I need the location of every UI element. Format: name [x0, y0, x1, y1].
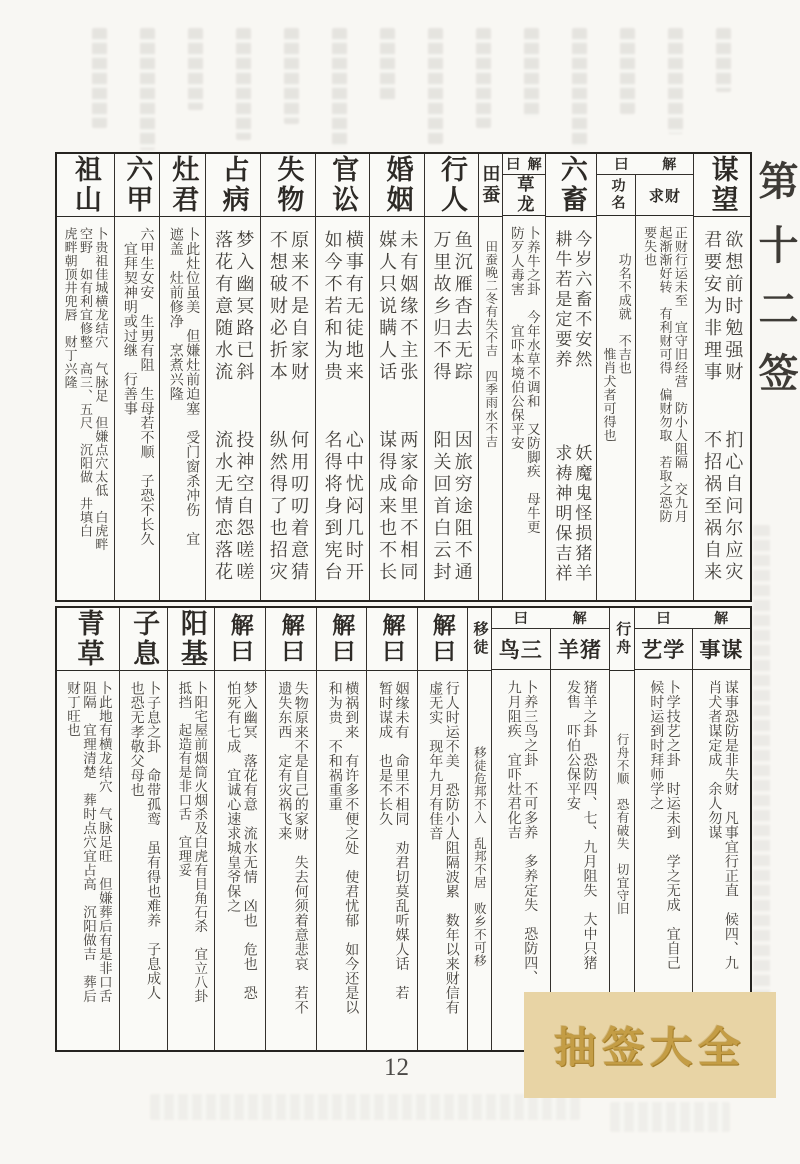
text-run [166, 227, 199, 546]
vertical-text-line: 惟肖犬者可得也 [601, 226, 617, 442]
vertical-text-line: 卜养牛之卦 今年水草不调和 又防脚疾 母牛更 [524, 226, 540, 534]
column-header-liuchu: 六畜 [546, 154, 596, 217]
vertical-text-line: 不想破财必折本 [267, 230, 288, 384]
column-header-zixi: 子息 [120, 608, 167, 671]
vertical-text-line: 纵然得了也招灾 [267, 430, 288, 584]
column-body-hunyin [370, 217, 423, 600]
column-header-xueyi [635, 629, 692, 670]
header-char: 鸟 [498, 638, 521, 662]
column-body-jie-zhanbing [215, 671, 265, 1050]
column-header-mouwang: 谋望 [694, 154, 750, 217]
column-body-caolong [503, 216, 546, 600]
header-char: 求 [648, 188, 665, 205]
column-header-tiancan: 田蚕 [479, 154, 501, 217]
vertical-text-line: 落花有意随水流 [213, 230, 234, 384]
vertical-text-line: 两家命里不相同 [398, 430, 419, 584]
vertical-text-line: 起渐渐好转 有利财可得 偏财勿取 若取之恐防 [657, 226, 673, 523]
vertical-text-line: 耕牛若是定要养 [552, 230, 572, 370]
header-char: 猪 [579, 638, 602, 662]
jieyue-band-header [597, 154, 693, 175]
vertical-text-line: 卜此地有横龙结穴 气脉足旺 但嫌葬后有是非口舌 [96, 681, 112, 1003]
text-run [508, 226, 540, 534]
column-group [316, 608, 366, 1050]
vertical-text-line: 未有姻缘不主张 [398, 230, 419, 384]
table-section-upper [55, 152, 752, 602]
text-run [472, 681, 487, 967]
vertical-text-line: 求祷神明保吉祥 [552, 444, 572, 584]
text-run [376, 430, 418, 584]
text-run [601, 226, 632, 442]
column-header-jie-shiwu: 解曰 [266, 608, 316, 671]
bleed-through-right-margin [753, 525, 770, 1005]
vertical-text-line: 候时运到时拜师学之 [648, 680, 664, 811]
column-header-moushi [693, 629, 750, 670]
vertical-text-line: 欲想前时勉强财 [723, 230, 744, 384]
column-body-gongming [597, 216, 635, 600]
vertical-text-line: 田蚕晚二冬有失不吉 四季雨水不吉 [483, 227, 498, 448]
vertical-text-line: 不招祸至祸自来 [702, 430, 723, 584]
band-char: 解 [714, 612, 729, 627]
band-char: 曰 [656, 612, 671, 627]
vertical-text-line: 宜拜契神明或过继 行善事 [121, 227, 137, 416]
column-xingren [425, 154, 478, 600]
column-group [214, 608, 265, 1050]
bleed-through-column [284, 28, 299, 124]
column-liujia [115, 154, 160, 600]
column-group [114, 154, 160, 600]
vertical-text-line: 肖犬者谋定成 余人勿谋 [706, 680, 722, 840]
vertical-text-line: 空野 如有利宜修整 高三、五尺 沉阳做 井填白 [77, 227, 93, 538]
band-char: 解 [527, 158, 542, 173]
vertical-text-line: 因旅穷途阻不通 [452, 430, 473, 584]
bleed-through-column [716, 28, 731, 92]
vertical-text-line: 正财行运未至 宜守旧经营 防小人阻隔 交九月 [672, 226, 688, 523]
column-xingzhou [610, 608, 634, 1050]
column-header-liujia: 六甲 [115, 154, 160, 217]
column-qingcao [57, 608, 119, 1050]
bleed-through-column [332, 28, 347, 148]
vertical-text-line: 媒人只说瞒人话 [377, 230, 398, 384]
band-char: 解 [662, 158, 677, 173]
vertical-text-line: 行舟不顺 恐有破失 切宜守旧 [615, 681, 630, 915]
column-header-xingzhou: 行舟 [610, 608, 634, 671]
column-header-guansong: 官讼 [316, 154, 370, 217]
header-char: 谋 [721, 638, 744, 662]
column-header-yangji: 阳基 [168, 608, 214, 671]
text-run [563, 680, 596, 970]
vertical-text-line: 抵挡 起造有是非口舌 宜理妥 [176, 681, 192, 877]
vertical-text-line: 卜此灶位虽美 但嫌灶前迫塞 受门窗杀冲伤 宜 [184, 227, 200, 546]
vertical-text-line: 谋得成来也不长 [377, 430, 398, 584]
sign-number-title: 第十二签 [753, 160, 798, 416]
column-mouwang [694, 154, 750, 600]
column-body-liuchu [546, 217, 596, 600]
vertical-text-line: 防歹人毒害 宜吓本境伯公保平安 [508, 226, 524, 450]
column-group [366, 608, 417, 1050]
vertical-text-line: 失物原来不是自己的家财 失去何须着意悲哀 若不 [292, 681, 308, 1015]
column-xueyi [635, 629, 692, 1050]
vertical-text-line: 名得将身到宪台 [322, 430, 343, 584]
column-group [609, 608, 634, 1050]
text-run [120, 227, 153, 546]
column-header-zushan: 祖山 [57, 154, 114, 217]
column-group [596, 154, 693, 600]
bleed-through-column [140, 28, 155, 150]
column-gongming [597, 175, 635, 600]
column-header-jie-hunyin: 解曰 [367, 608, 417, 671]
column-header-gongming: 功名 [597, 175, 635, 216]
vertical-text-line: 怕死有七成 宜诚心速求城皇爷保之 [225, 681, 241, 913]
vertical-text-line: 九月阻疾 宜吓灶君化吉 [505, 680, 521, 840]
column-group [634, 608, 750, 1050]
vertical-text-line: 六甲生女安 生男有阻 生母若不顺 子恐不长久 [138, 227, 154, 546]
vertical-text-line: 和为贵 不和祸重重 [326, 681, 342, 812]
column-body-guansong [316, 217, 370, 600]
vertical-text-line: 卜子息之卦 命带孤鸾 虽有得也难养 子息成人 [145, 681, 161, 1000]
vertical-text-line: 原来不是自家财 [289, 230, 310, 384]
vertical-text-line: 猪羊之卦 恐防四、七、九月阻失 大中只猪 [581, 680, 597, 970]
column-group [467, 608, 491, 1050]
column-yangji [168, 608, 214, 1050]
vertical-text-line: 扪心自问尔应灾 [723, 430, 744, 584]
header-char: 学 [663, 638, 686, 662]
column-group [693, 154, 750, 600]
vertical-text-line: 阻隔 宜理清楚 葬时点穴宜占高 沉阳做吉 葬后 [80, 681, 96, 1003]
text-run [426, 681, 459, 1015]
text-run [430, 230, 472, 384]
vertical-text-line: 横祸到来 有许多不便之处 使君忧郁 如今还是以 [343, 681, 359, 1015]
vertical-text-line: 卜贵祖佳城横龙结穴 气脉足 但嫌点穴太低 白虎畔 [93, 227, 109, 551]
column-body-jie-shiwu [266, 671, 316, 1050]
column-body-zushan [57, 217, 114, 600]
text-run [430, 430, 472, 584]
text-run [62, 227, 108, 551]
header-char: 三 [520, 638, 543, 662]
column-zaojun [160, 154, 205, 600]
vertical-text-line: 遗失东西 定有灾祸飞来 [276, 681, 292, 841]
band-char: 曰 [513, 612, 528, 627]
bleed-through-column [524, 28, 539, 118]
text-run [267, 430, 309, 584]
text-run [212, 430, 254, 584]
text-run [551, 444, 591, 584]
header-char: 事 [699, 638, 722, 662]
column-header-caiqiu [636, 175, 693, 216]
column-group [205, 154, 260, 600]
column-zushan [57, 154, 114, 600]
vertical-text-line: 虎畔朝顶井兜唇 财丁兴隆 [62, 227, 78, 389]
column-header-yitu: 移徒 [468, 608, 491, 671]
text-run [175, 681, 207, 1003]
column-group [417, 608, 467, 1050]
bleed-through-bottom-2 [610, 1102, 730, 1132]
vertical-text-line: 万里故乡归不得 [431, 230, 452, 384]
bleed-through-column [236, 28, 251, 140]
column-moushi [692, 629, 750, 1050]
text-run [267, 230, 309, 384]
text-run [705, 680, 738, 970]
column-caolong [503, 175, 546, 600]
column-group [265, 608, 316, 1050]
vertical-text-line: 投神空自怨嗟嗟 [234, 430, 255, 584]
column-header-zhuyang [551, 629, 609, 670]
watermark-text: 抽签大全 [553, 1026, 746, 1072]
jieyue-band-header [503, 154, 546, 175]
vertical-text-line: 何用叨叨着意猜 [289, 430, 310, 584]
vertical-text-line: 谋事恐防是非失财 凡事宜行正直 候四、九 [722, 680, 738, 970]
vertical-text-line: 梦入幽冥路已斜 [234, 230, 255, 384]
vertical-text-line: 流水无情恋落花 [213, 430, 234, 584]
column-body-caiqiu [636, 216, 693, 600]
vertical-text-line: 发售 吓伯公保平安 [564, 680, 580, 811]
bleed-through-column [668, 28, 683, 134]
column-body-zixi [120, 671, 167, 1050]
column-jie-zhanbing [215, 608, 265, 1050]
vertical-text-line: 姻缘未有 命里不相同 劝君切莫乱听媒人话 若 [393, 681, 409, 1000]
column-group [315, 154, 370, 600]
text-run [321, 430, 363, 584]
vertical-text-line: 功名不成就 不吉也 [616, 226, 632, 375]
text-run [224, 681, 257, 1000]
column-zixi [120, 608, 167, 1050]
bleed-through-column [428, 28, 443, 144]
vertical-text-line: 暂时谋成 也是不长久 [376, 681, 392, 826]
column-body-jie-guansong [317, 671, 366, 1050]
header-char: 财 [664, 188, 681, 205]
column-body-yitu [468, 671, 491, 1050]
vertical-text-line: 君要安为非理事 [702, 230, 723, 384]
text-run [275, 681, 308, 1015]
watermark-box [524, 992, 776, 1098]
band-char: 曰 [506, 158, 521, 173]
bleed-through-column [476, 28, 491, 128]
vertical-text-line: 今岁六畜不安然 [572, 230, 592, 370]
column-group [119, 608, 167, 1050]
column-body-xingren [425, 217, 478, 600]
vertical-text-line: 行人时运不美 恐防小人阻隔波累 数年以来财信有 [443, 681, 459, 1015]
text-run [647, 680, 680, 970]
text-run [325, 681, 358, 1015]
column-header-sanniao [492, 629, 550, 670]
column-group [478, 154, 501, 600]
column-header-jie-zhanbing: 解曰 [215, 608, 265, 671]
column-sanniao [492, 629, 550, 1050]
column-body-jie-hunyin [367, 671, 417, 1050]
column-header-jie-xingren: 解曰 [418, 608, 467, 671]
column-group [57, 608, 119, 1050]
column-liuchu [546, 154, 596, 600]
column-header-caolong: 草龙 [503, 175, 546, 216]
text-run [642, 226, 688, 523]
text-run [64, 681, 112, 1003]
text-run [376, 230, 418, 384]
column-group [167, 608, 214, 1050]
text-run [701, 430, 743, 584]
vertical-text-line: 卜学技艺之卦 时运未到 学之无成 宜自己 [664, 680, 680, 970]
page-number: 12 [384, 1054, 409, 1081]
vertical-text-line: 也恐无孝敬父母也 [128, 681, 144, 797]
text-run [483, 227, 498, 448]
column-group [57, 154, 114, 600]
text-run [212, 230, 254, 384]
column-yitu [468, 608, 491, 1050]
band-char: 解 [572, 612, 587, 627]
column-body-mouwang [694, 217, 750, 600]
column-header-hunyin: 婚姻 [370, 154, 423, 217]
column-header-jie-guansong: 解曰 [317, 608, 366, 671]
vertical-text-line: 遮盖 灶前修净 烹煮兴隆 [167, 227, 183, 401]
vertical-text-line: 卜阳宅屋前烟筒火烟杀及白虎有目角石杀 宜立八卦 [192, 681, 208, 1003]
column-guansong [316, 154, 370, 600]
text-run [375, 681, 408, 1000]
text-run [504, 680, 537, 985]
header-char: 艺 [641, 638, 664, 662]
sign-table [55, 152, 752, 1052]
column-jie-shiwu [266, 608, 316, 1050]
column-body-jie-xingren [418, 671, 467, 1050]
column-group [369, 154, 423, 600]
vertical-text-line: 卜养三鸟之卦 不可多养 多养定失 恐防四、 [522, 680, 538, 985]
column-body-tiancan [479, 217, 501, 600]
vertical-text-line: 心中忧闷几时开 [343, 430, 364, 584]
column-body-liujia [115, 217, 160, 600]
text-run [614, 681, 629, 915]
column-shiwu [261, 154, 315, 600]
vertical-text-line: 梦入幽冥 落花有意 流水无情 凶也 危也 恐 [241, 681, 257, 1000]
column-jie-hunyin [367, 608, 417, 1050]
vertical-text-line: 鱼沉雁杳去无踪 [452, 230, 473, 384]
vertical-text-line: 横事有无徒地来 [343, 230, 364, 384]
vertical-text-line: 虚无实 现年九月有佳音 [427, 681, 443, 841]
bleed-through-column [620, 28, 635, 114]
vertical-text-line: 妖魔鬼怪损猪羊 [572, 444, 592, 584]
text-run [321, 230, 363, 384]
table-section-lower [55, 606, 752, 1052]
column-group [159, 154, 205, 600]
column-header-shiwu: 失物 [261, 154, 315, 217]
column-header-zaojun: 灶君 [160, 154, 205, 217]
jieyue-band-header [492, 608, 609, 629]
header-char: 羊 [557, 638, 580, 662]
column-group [260, 154, 315, 600]
column-jie-guansong [317, 608, 366, 1050]
column-header-zhanbing: 占病 [206, 154, 260, 217]
column-body-shiwu [261, 217, 315, 600]
text-run [127, 681, 160, 1000]
column-header-xingren: 行人 [425, 154, 478, 217]
column-body-qingcao [57, 671, 119, 1050]
column-header-qingcao: 青草 [57, 608, 119, 671]
text-run [701, 230, 743, 384]
column-group [545, 154, 596, 600]
column-zhuyang [550, 629, 609, 1050]
bleed-through-column [92, 28, 107, 128]
vertical-text-line: 如今不若和为贵 [322, 230, 343, 384]
bleed-through-column [380, 28, 395, 100]
bleed-through-bottom [150, 1094, 580, 1120]
column-tiancan [479, 154, 501, 600]
bleed-through-column [572, 28, 587, 148]
column-group [424, 154, 478, 600]
jieyue-band-header [635, 608, 750, 629]
column-body-zaojun [160, 217, 205, 600]
column-body-zhanbing [206, 217, 260, 600]
column-jie-xingren [418, 608, 467, 1050]
bleed-through-column [188, 28, 203, 110]
vertical-text-line: 阳关回首白云封 [431, 430, 452, 584]
column-group [502, 154, 546, 600]
vertical-text-line: 财丁旺也 [65, 681, 81, 737]
column-hunyin [370, 154, 423, 600]
vertical-text-line: 移徒危邦不入 乱邦不居 败乡不可移 [472, 681, 487, 967]
column-body-yangji [168, 671, 214, 1050]
vertical-text-line: 要失也 [642, 226, 658, 267]
column-zhanbing [206, 154, 260, 600]
column-group [491, 608, 609, 1050]
text-run [551, 230, 591, 370]
column-caiqiu [635, 175, 693, 600]
band-char: 曰 [614, 158, 629, 173]
